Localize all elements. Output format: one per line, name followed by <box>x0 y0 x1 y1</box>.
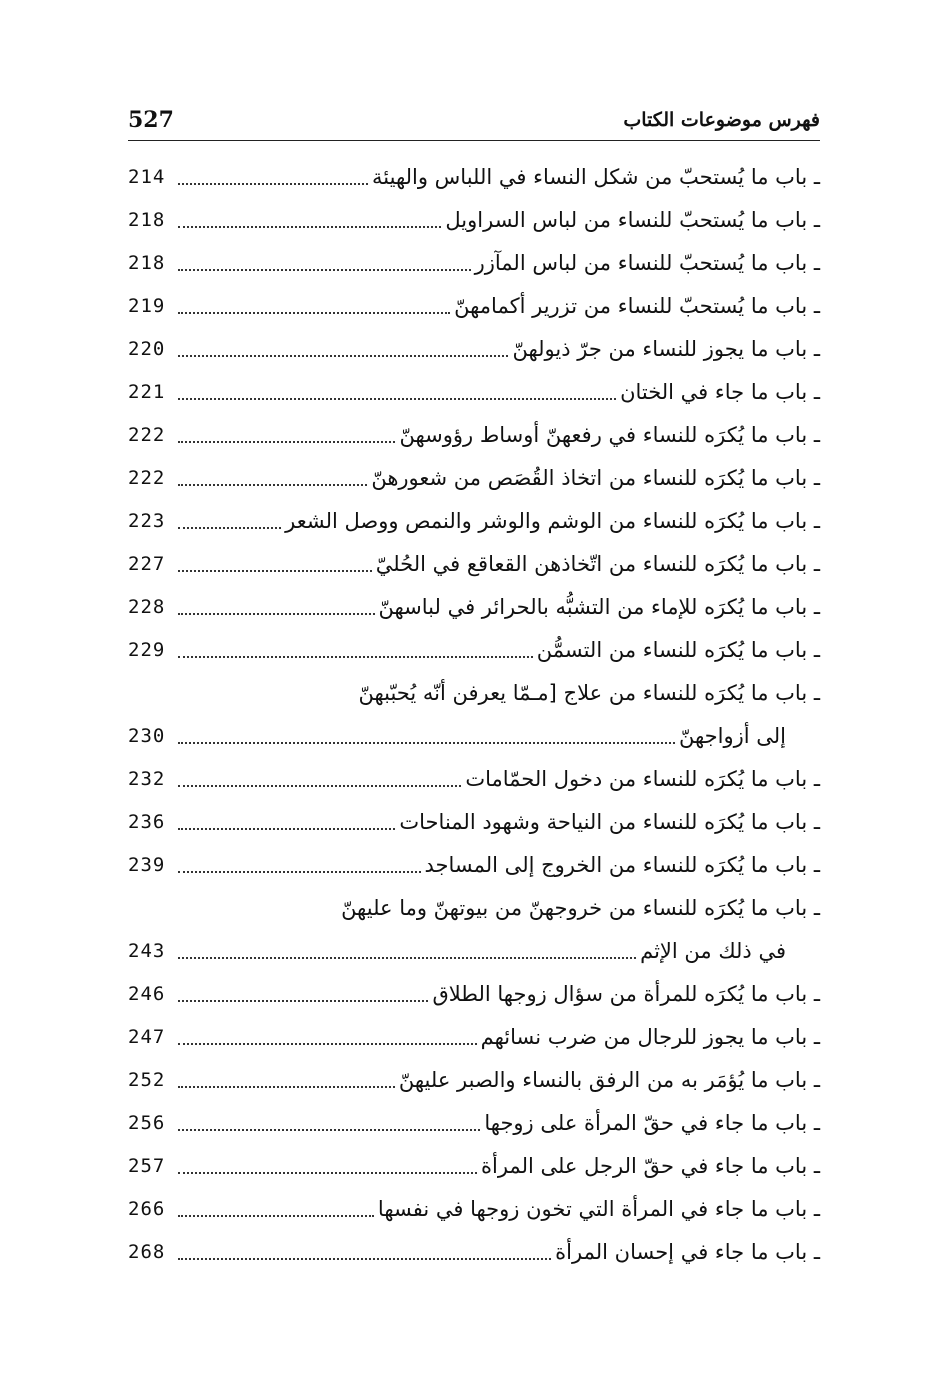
dot-leader <box>178 871 421 873</box>
toc-entry <box>128 757 820 800</box>
toc-entry-page: 223 <box>128 509 166 532</box>
dot-leader <box>178 1086 395 1088</box>
toc-entry <box>128 1187 820 1230</box>
table-of-contents <box>128 155 820 1273</box>
toc-entry-title: ـ باب ما يُكرَه للنساء من خروجهنّ من بيوتهنّ وما عليهنّ <box>341 895 820 920</box>
toc-entry <box>128 327 820 370</box>
toc-entry <box>128 671 820 714</box>
dot-leader <box>178 1129 480 1131</box>
toc-entry-title: ـ باب ما يُكرَه للنساء من النياحة وشهود المناحات <box>399 809 820 834</box>
toc-entry-title: ـ باب ما يُكرَه للنساء من الوشم والوشر والنمص ووصل الشعر <box>285 508 820 533</box>
dot-leader <box>178 183 368 185</box>
dot-leader <box>178 312 450 314</box>
dot-leader <box>178 398 616 400</box>
toc-entry-page: 227 <box>128 552 166 575</box>
toc-entry-page: 221 <box>128 380 166 403</box>
toc-entry-page: 222 <box>128 466 166 489</box>
toc-entry <box>128 1015 820 1058</box>
toc-entry-title: ـ باب ما يجوز للنساء من جرّ ذيولهنّ <box>512 336 820 361</box>
toc-entry-page: 222 <box>128 423 166 446</box>
dot-leader <box>178 1258 551 1260</box>
toc-entry-page: 257 <box>128 1154 166 1177</box>
toc-entry-page: 236 <box>128 810 166 833</box>
toc-entry-page: 228 <box>128 595 166 618</box>
toc-entry-page: 232 <box>128 767 166 790</box>
toc-entry-page: 229 <box>128 638 166 661</box>
toc-entry-page: 214 <box>128 165 166 188</box>
toc-entry-page: 256 <box>128 1111 166 1134</box>
dot-leader <box>178 570 372 572</box>
toc-entry <box>128 413 820 456</box>
toc-entry-page: 247 <box>128 1025 166 1048</box>
toc-entry <box>128 198 820 241</box>
dot-leader <box>178 484 367 486</box>
toc-entry <box>128 241 820 284</box>
page-header <box>128 100 820 141</box>
toc-entry <box>128 929 820 972</box>
toc-entry-title: ـ باب ما جاء في الختان <box>620 379 820 404</box>
toc-entry-title: ـ باب ما جاء في حقّ الرجل على المرأة <box>481 1153 820 1178</box>
toc-entry <box>128 1101 820 1144</box>
toc-entry-page: 230 <box>128 724 166 747</box>
running-header-title: فهرس موضوعات الكتاب <box>623 109 820 131</box>
toc-entry-title: في ذلك من الإثم <box>640 938 786 963</box>
dot-leader <box>178 656 533 658</box>
toc-entry <box>128 155 820 198</box>
toc-entry-title: ـ باب ما يُستحبّ للنساء من لباس المآزر <box>474 250 820 275</box>
toc-entry-page: 252 <box>128 1068 166 1091</box>
toc-entry-title: ـ باب ما يُكرَه للنساء من اتّخاذهن القعاقع في الحُليّ <box>375 551 820 576</box>
dot-leader <box>178 527 281 529</box>
dot-leader <box>178 1215 374 1217</box>
toc-entry-title: ـ باب ما يُستحبّ للنساء من تزرير أكمامهنّ <box>454 293 820 318</box>
dot-leader <box>178 355 508 357</box>
toc-entry <box>128 886 820 929</box>
toc-entry <box>128 843 820 886</box>
toc-entry <box>128 499 820 542</box>
toc-entry <box>128 1058 820 1101</box>
toc-entry-page: 218 <box>128 251 166 274</box>
toc-entry <box>128 714 820 757</box>
toc-entry-title: ـ باب ما يُؤمَر به من الرفق بالنساء والصبر عليهنّ <box>398 1067 820 1092</box>
toc-entry-page: 268 <box>128 1240 166 1263</box>
toc-entry-title: ـ باب ما يُكرَه للنساء من التسمُّن <box>536 637 820 662</box>
toc-entry <box>128 972 820 1015</box>
toc-entry <box>128 585 820 628</box>
dot-leader <box>178 828 395 830</box>
toc-entry <box>128 284 820 327</box>
toc-entry-title: ـ باب ما يُستحبّ من شكل النساء في اللباس والهيئة <box>372 164 820 189</box>
dot-leader <box>178 957 636 959</box>
dot-leader <box>178 1043 477 1045</box>
toc-entry-page: 239 <box>128 853 166 876</box>
toc-entry-title: ـ باب ما يُكرَه للمرأة من سؤال زوجها الطلاق <box>432 981 820 1006</box>
toc-entry-title: ـ باب ما يُكرَه للنساء في رفعهنّ أوساط رؤوسهنّ <box>399 422 820 447</box>
dot-leader <box>178 269 471 271</box>
toc-entry-title: إلى أزواجهنّ <box>678 723 786 748</box>
page-number: 527 <box>128 107 174 133</box>
toc-entry-title: ـ باب ما يُكرَه للنساء من دخول الحمّامات <box>465 766 820 791</box>
dot-leader <box>178 613 375 615</box>
toc-entry <box>128 628 820 671</box>
toc-entry-title: ـ باب ما يُكرَه للنساء من علاج [مـمّا يعرفن أنّه يُحبّبهنّ <box>358 680 820 705</box>
dot-leader <box>178 1000 428 1002</box>
toc-entry <box>128 1144 820 1187</box>
toc-entry-title: ـ باب ما جاء في حقّ المرأة على زوجها <box>484 1110 820 1135</box>
toc-entry <box>128 370 820 413</box>
dot-leader <box>178 742 675 744</box>
toc-entry-page: 266 <box>128 1197 166 1220</box>
toc-entry-title: ـ باب ما يُستحبّ للنساء من لباس السراويل <box>445 207 820 232</box>
toc-entry-page: 243 <box>128 939 166 962</box>
toc-entry-title: ـ باب ما يُكرَه للنساء من الخروج إلى المساجد <box>424 852 820 877</box>
toc-entry <box>128 456 820 499</box>
dot-leader <box>178 785 461 787</box>
dot-leader <box>178 1172 477 1174</box>
dot-leader <box>178 441 395 443</box>
toc-entry <box>128 1230 820 1273</box>
dot-leader <box>178 226 441 228</box>
toc-entry <box>128 542 820 585</box>
toc-entry-title: ـ باب ما يُكرَه للإماء من التشبُّه بالحرائر في لباسهنّ <box>378 594 820 619</box>
toc-entry-page: 218 <box>128 208 166 231</box>
toc-entry-page: 219 <box>128 294 166 317</box>
toc-entry-title: ـ باب ما يُكرَه للنساء من اتخاذ القُصَص من شعورهنّ <box>371 465 820 490</box>
toc-entry-page: 246 <box>128 982 166 1005</box>
toc-entry-page: 220 <box>128 337 166 360</box>
toc-entry <box>128 800 820 843</box>
toc-entry-title: ـ باب ما يجوز للرجال من ضرب نسائهم <box>480 1024 820 1049</box>
toc-entry-title: ـ باب ما جاء في إحسان المرأة <box>555 1239 820 1264</box>
toc-entry-title: ـ باب ما جاء في المرأة التي تخون زوجها في نفسها <box>377 1196 820 1221</box>
